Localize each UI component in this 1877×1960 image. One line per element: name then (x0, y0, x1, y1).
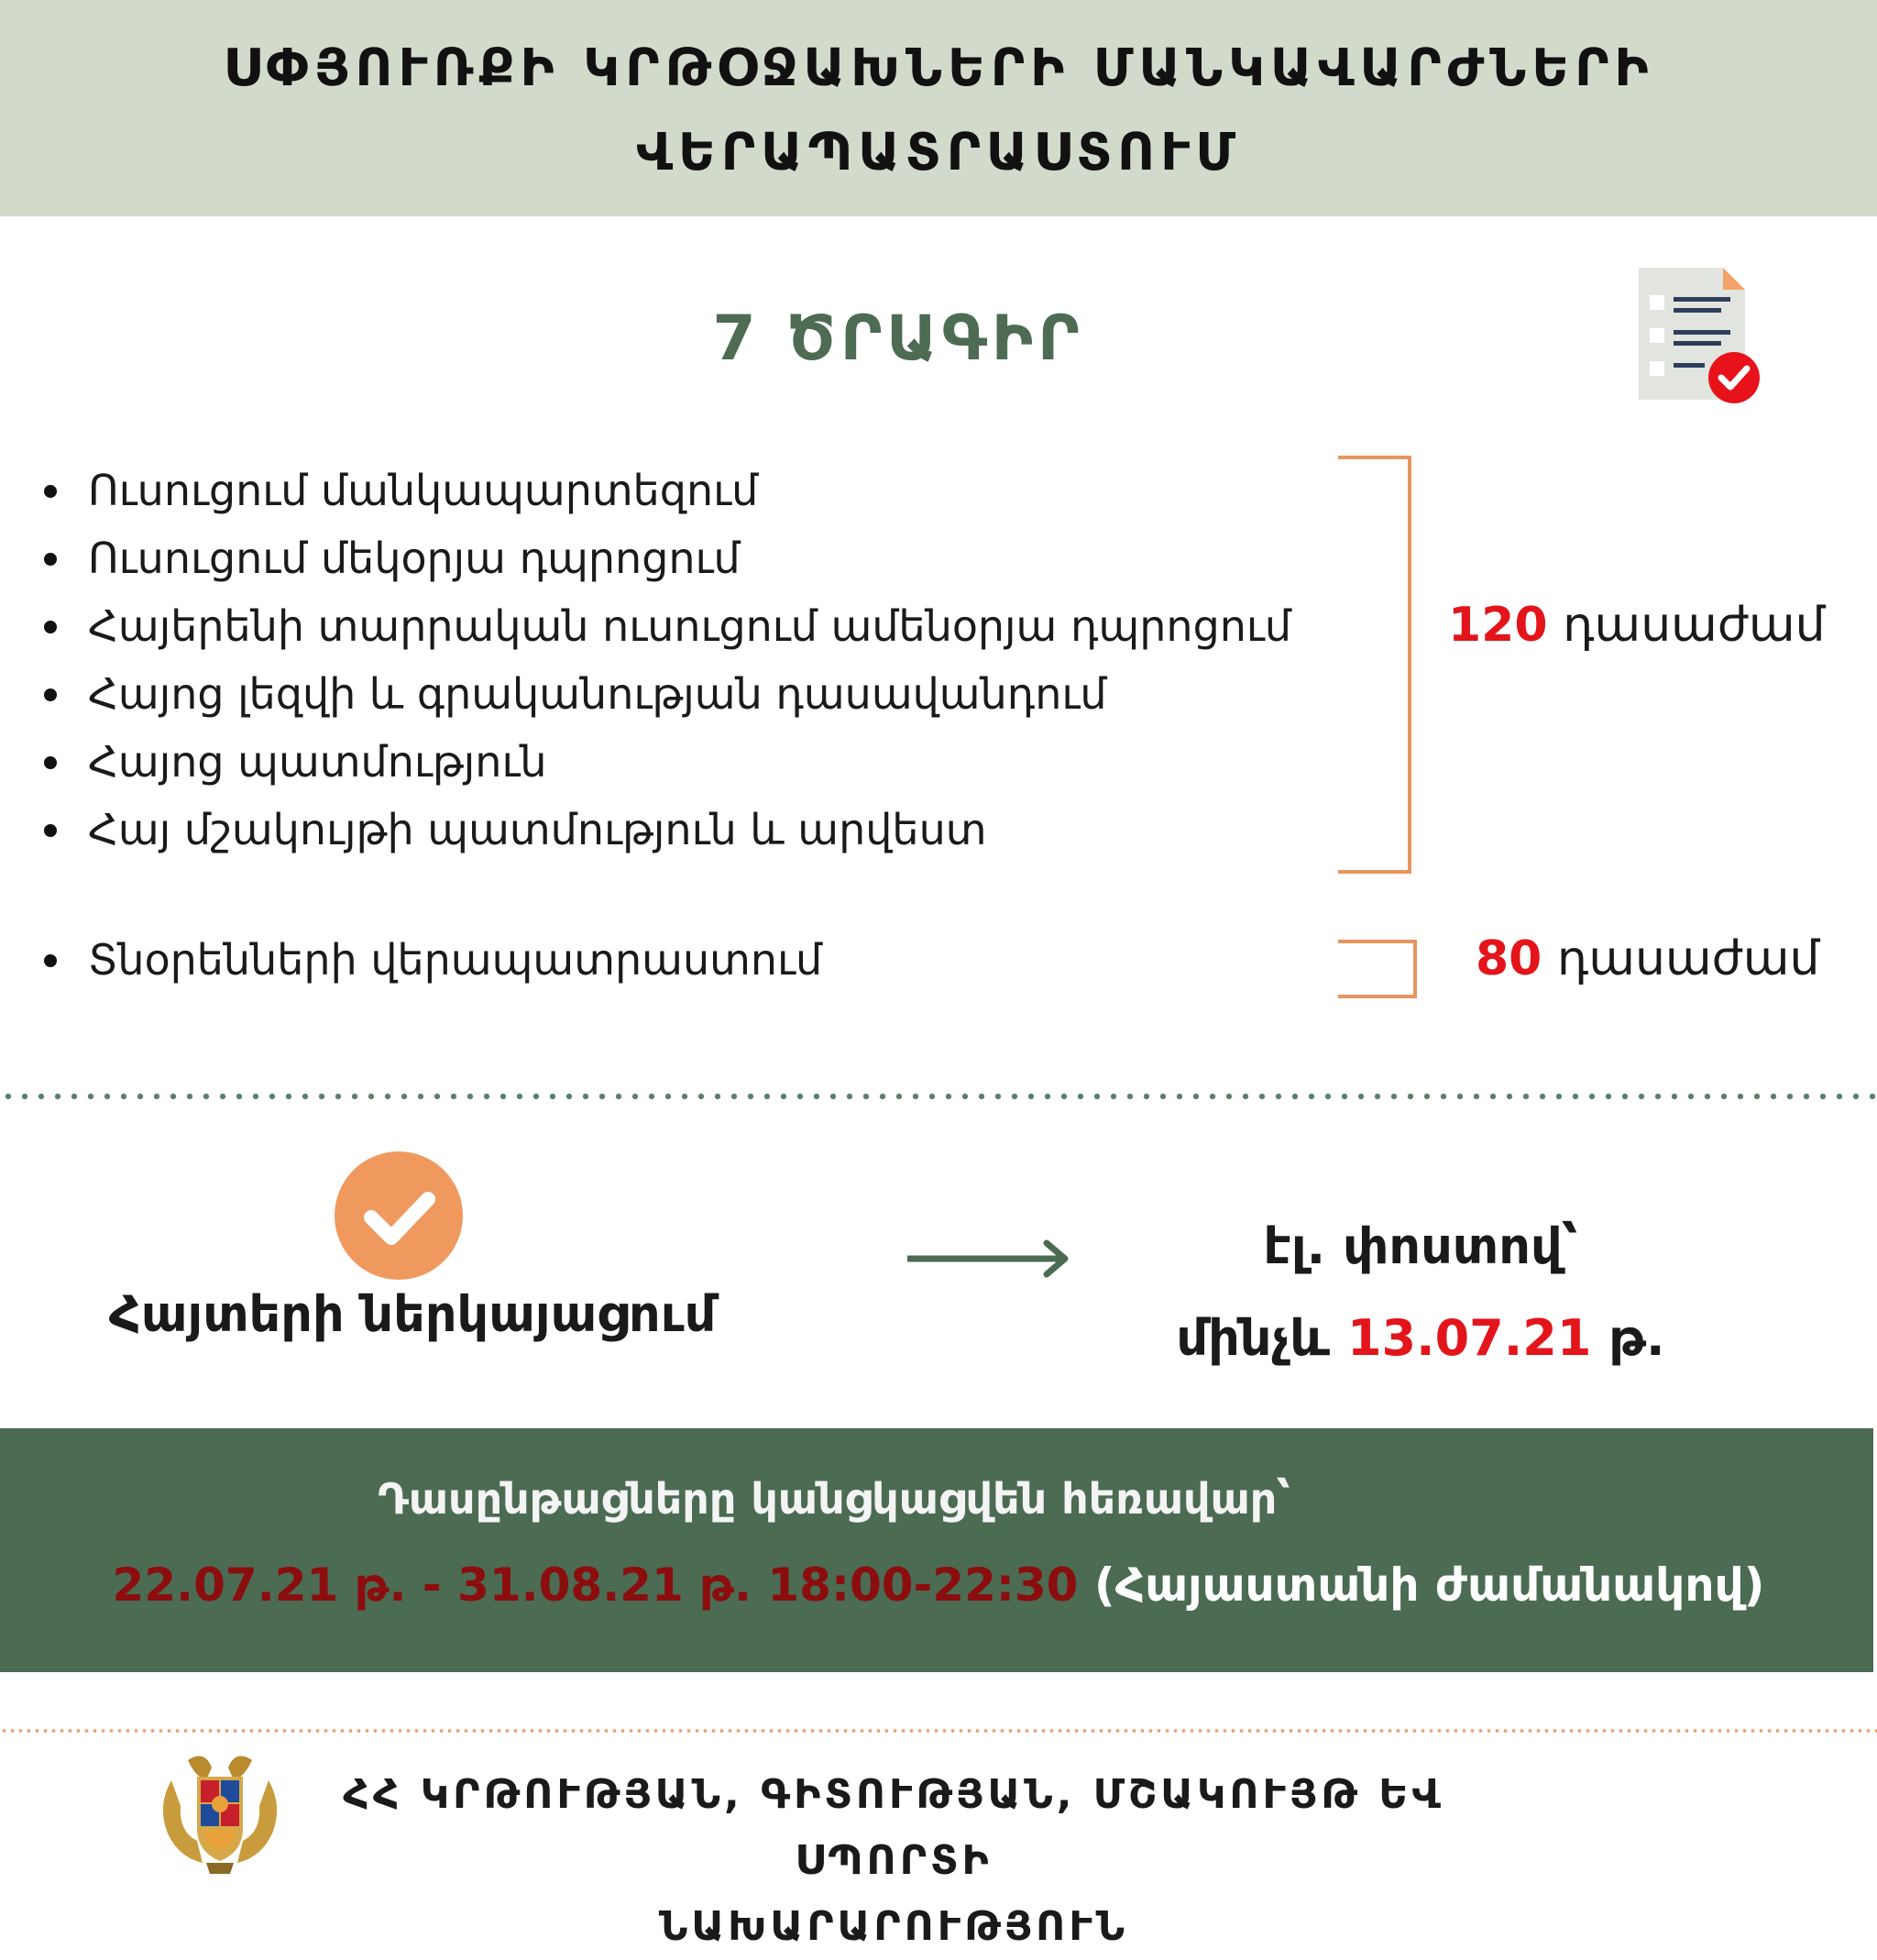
hours-number: 80 (1476, 931, 1542, 986)
deadline-suffix: թ. (1608, 1309, 1665, 1367)
title-line-2: ՎԵՐԱՊԱՏՐԱՍՏՈՒՄ (635, 123, 1242, 182)
arrow-right-icon (907, 1238, 1081, 1280)
application-label: Հայտերի ներկայացում (108, 1285, 717, 1343)
list-item: Հայոց պատմություն (44, 728, 1291, 796)
deadline-prefix: մինչև (1176, 1309, 1331, 1367)
schedule-dates (0, 1558, 1877, 1612)
deadline-date: 13.07.21 (1346, 1309, 1592, 1367)
list-item: Ուսուցում մեկօրյա դպրոցում (44, 524, 1291, 592)
ministry-line-1: ՀՀ ԿՐԹՈՒԹՅԱՆ, ԳԻՏՈՒԹՅԱՆ, ՄՇԱԿՈՒՅԹ ԵՎ ՍՊՈՐՏԻ (343, 1771, 1444, 1884)
schedule-banner (0, 1428, 1873, 1672)
schedule-timezone: (Հայաստանի ժամանակով) (1093, 1558, 1765, 1612)
schedule-intro: Դասընթացները կանցկացվեն հեռավար՝ (378, 1474, 1290, 1524)
program-count-heading: 7 ԾՐԱԳԻՐ (712, 303, 1084, 375)
group-1-bracket (1338, 456, 1411, 874)
title-line-1: ՍՓՅՈՒՌՔԻ ԿՐԹՕՋԱԽՆԵՐԻ ՄԱՆԿԱՎԱՐԺՆԵՐԻ (223, 39, 1654, 98)
list-item: Տնօրենների վերապատրաստում (44, 926, 822, 994)
schedule-date-range: 22.07.21 թ. - 31.08.21 թ. 18:00-22:30 (112, 1558, 1079, 1612)
hours-unit: դասաժամ (1556, 931, 1820, 986)
list-item: Հայ մշակույթի պատմություն և արվեստ (44, 796, 1291, 864)
list-item: Ուսուցում մանկապարտեզում (44, 457, 1291, 524)
footer-dotted-divider (0, 1729, 1877, 1733)
hours-number: 120 (1448, 598, 1548, 653)
header-banner (0, 0, 1877, 216)
list-item: Հայոց լեզվի և գրականության դասավանդում (44, 660, 1291, 728)
hours-unit: դասաժամ (1563, 598, 1826, 653)
deadline-line (1136, 1293, 1705, 1384)
group-2-hours (1476, 931, 1819, 986)
application-method: էլ. փոստով՝ (1263, 1217, 1578, 1275)
document-checklist-icon (1631, 264, 1769, 411)
group-1-hours (1448, 598, 1826, 653)
program-list-group-1 (44, 457, 1291, 864)
checkmark-circle-icon (335, 1151, 463, 1280)
group-2-bracket (1338, 940, 1417, 998)
coat-of-arms-emblem (151, 1749, 289, 1877)
list-item: Հայերենի տարրական ուսուցում ամենօրյա դպրոցում (44, 592, 1291, 660)
program-list-group-2 (44, 926, 822, 994)
ministry-line-2: ՆԱԽԱՐԱՐՈՒԹՅՈՒՆ (658, 1903, 1129, 1950)
application-deadline (1136, 1201, 1705, 1384)
dotted-divider (0, 1093, 1877, 1100)
ministry-name (312, 1762, 1476, 1960)
